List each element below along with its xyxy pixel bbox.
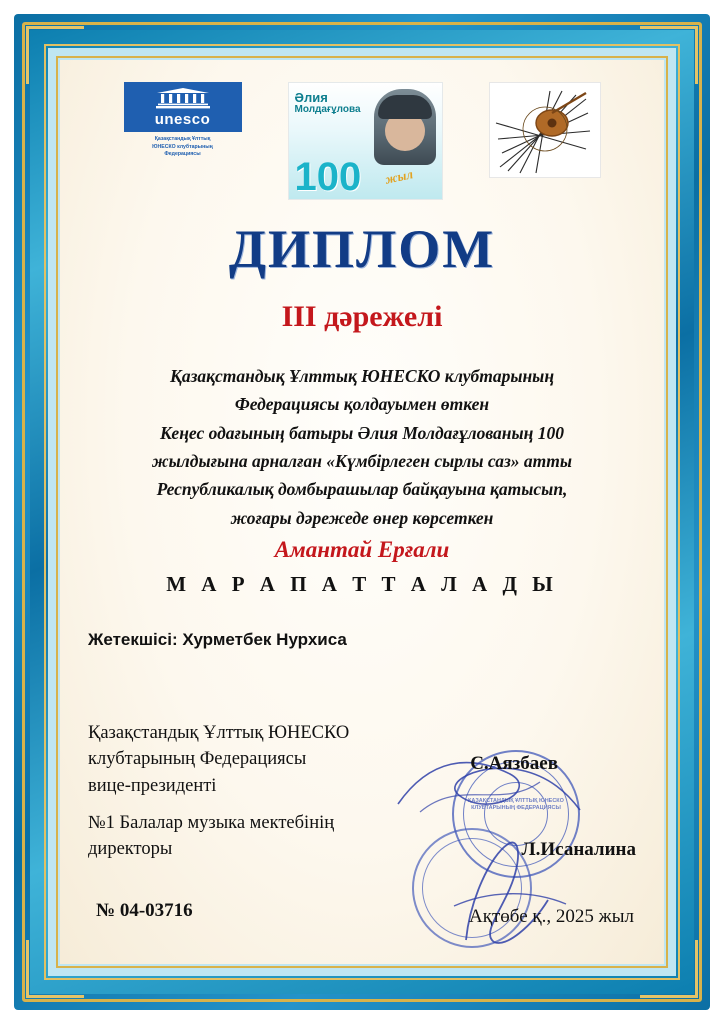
aliya-portrait-icon — [374, 89, 436, 165]
unesco-subtitle — [124, 136, 242, 159]
signature-block-1 — [88, 720, 644, 799]
unesco-temple-icon — [154, 88, 212, 110]
body-line-1: Қазақстандық Ұлттық ЮНЕСКО клубтарының — [169, 366, 555, 386]
signature-name-1: С.Аязбаев — [470, 752, 558, 774]
signature-role-1 — [88, 720, 428, 799]
diploma-body — [90, 362, 634, 532]
unesco-logo — [124, 82, 242, 159]
aliya-name — [295, 91, 361, 115]
supervisor-line: Жетекшісі: Хурметбек Нурхиса — [88, 630, 347, 649]
awarded-word: М А Р А П А Т Т А Л А Д Ы — [166, 572, 558, 596]
dombra-emblem-svg — [490, 83, 600, 177]
document-place-date: Ақтөбе қ., 2025 жыл — [469, 906, 634, 927]
diploma-content — [60, 60, 664, 964]
body-line-4: жылдығына арналған «Күмбірлеген сырлы саз» атты — [151, 451, 573, 472]
federation-stamp-text: ҚАЗАҚСТАНДЫҚ ҰЛТТЫҚ ЮНЕСКО КЛУБТАРЫНЫҢ ФЕДЕРАЦИЯСЫ — [468, 798, 564, 812]
signature-name-2: Л.Исаналина — [521, 838, 636, 860]
unesco-wordmark: unesco — [154, 110, 211, 128]
winner-name: Амантай Ерғали — [274, 537, 450, 562]
body-line-3: Кеңес одағының батыры Әлия Молдағұлованың 100 — [160, 422, 564, 443]
document-number: № 04-03716 — [96, 900, 193, 921]
signature-role-1-line-3: вице-президенті — [88, 775, 217, 796]
unesco-subtitle-line-2: ЮНЕСКО клубтарының — [152, 143, 213, 150]
body-line-6: жоғары дәрежеде өнер көрсеткен — [230, 507, 494, 528]
signature-block-2 — [88, 810, 644, 863]
unesco-subtitle-line-3: Федерациясы — [164, 151, 201, 158]
aliya-year-word: жыл — [383, 166, 414, 187]
aliya-name-line-2: Молдағұлова — [294, 103, 361, 115]
aliya-name-line-1: Әлия — [294, 90, 328, 105]
unesco-subtitle-line-1: Қазақстандық Ұлттық — [154, 136, 211, 142]
signature-role-2-line-2: директоры — [88, 839, 173, 860]
signature-role-1-line-1: Қазақстандық Ұлттық ЮНЕСКО — [88, 723, 350, 743]
unesco-logo-box — [124, 82, 242, 132]
body-line-2: Федерациясы қолдауымен өткен — [234, 394, 490, 415]
body-line-5: Республикалық домбырашылар байқауына қатысып, — [156, 479, 568, 500]
diploma-degree: III дәрежелі — [281, 300, 443, 333]
signature-role-2-line-1: №1 Балалар музыка мектебінің — [88, 813, 335, 833]
aliya-anniversary-logo — [288, 82, 443, 200]
logo-row — [60, 82, 664, 207]
aliya-anniversary-number: 100 — [294, 155, 362, 199]
signature-role-2 — [88, 810, 428, 863]
dombra-emblem-icon — [489, 82, 601, 178]
diploma-title: ДИПЛОМ — [228, 219, 496, 279]
signature-role-1-line-2: клубтарының Федерациясы — [88, 749, 307, 770]
